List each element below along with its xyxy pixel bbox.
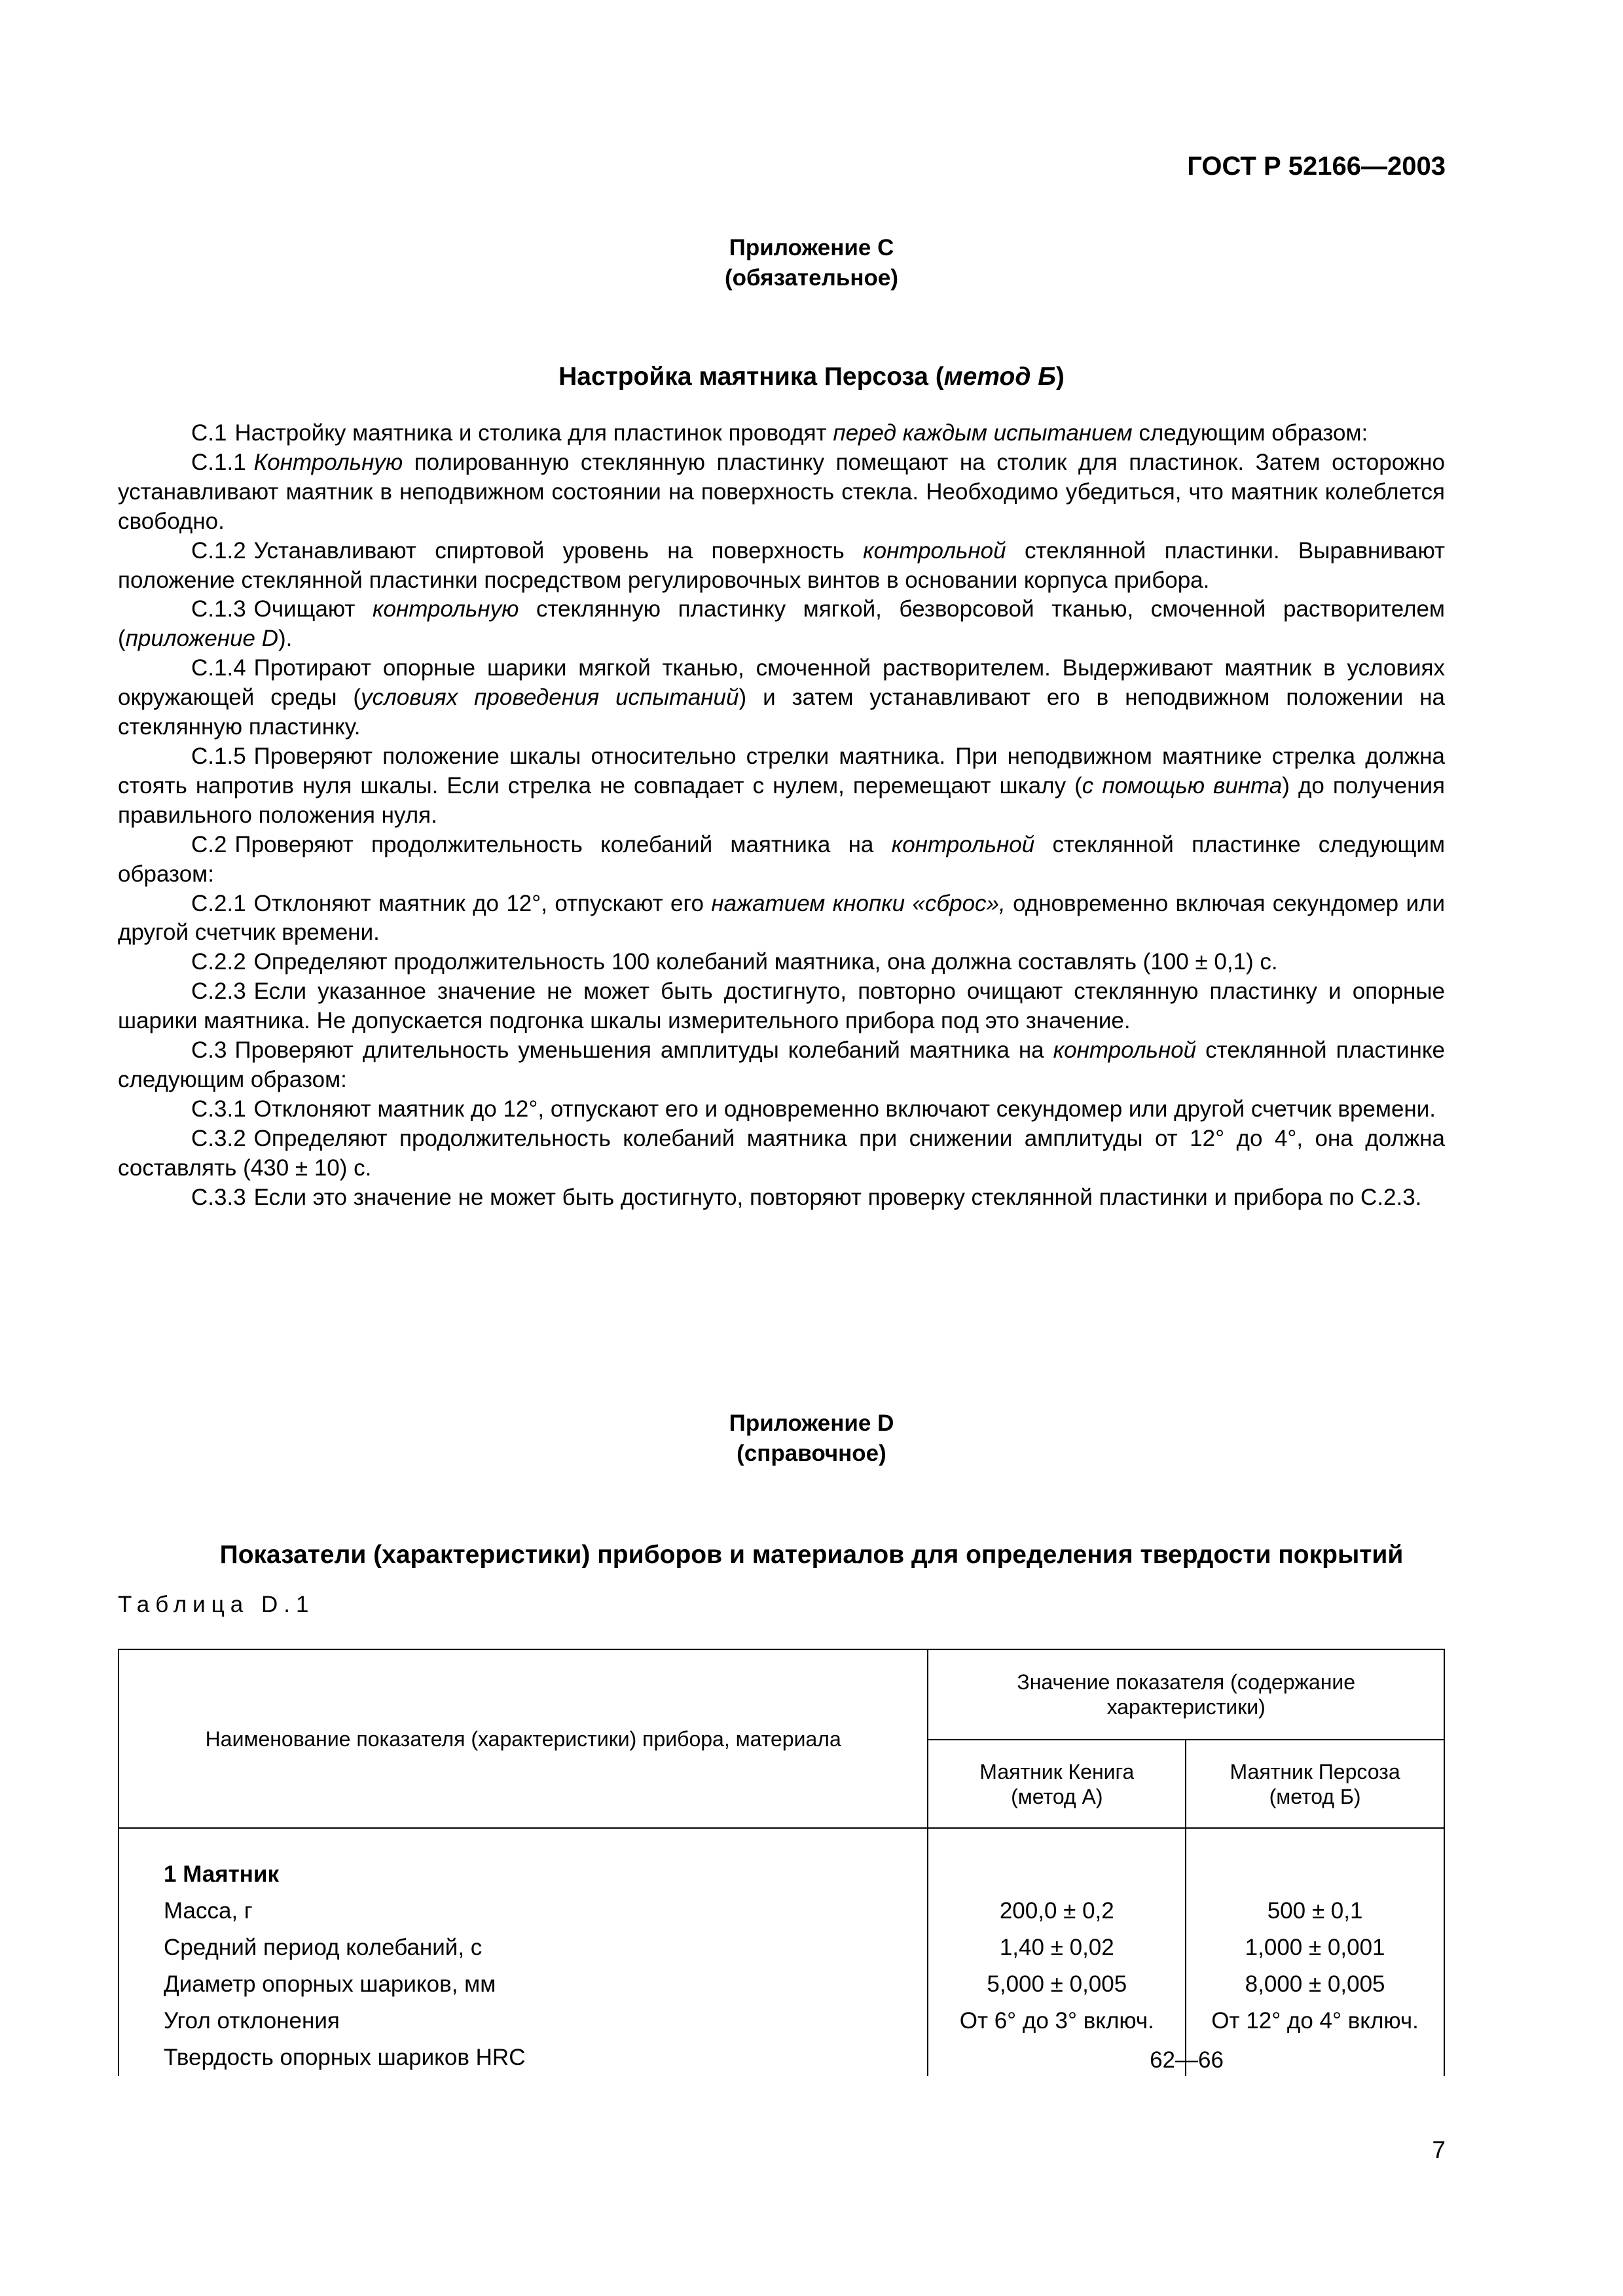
paragraph <box>118 1124 1445 1183</box>
clause-number: С.3.3 <box>191 1184 246 1210</box>
paragraph <box>118 654 1445 742</box>
clause-number: С.1.2 <box>191 537 246 564</box>
emphasis-text: контрольной <box>1053 1037 1197 1064</box>
paragraph-text: Если это значение не может быть достигнуто, повторяют проверку стеклянной пластинки и прибора по С.2.3. <box>253 1184 1422 1210</box>
standard-designation: ГОСТ Р 52166—2003 <box>1187 152 1446 181</box>
paragraph <box>118 448 1445 537</box>
paragraph <box>118 1095 1445 1124</box>
annex-c-body <box>118 419 1445 1212</box>
annex-c-title-suffix: ) <box>1055 363 1065 391</box>
table-row-name: Диаметр опорных шариков, мм <box>164 1971 496 1997</box>
emphasis-text: контрольной <box>891 831 1035 857</box>
annex-d-title: Показатели (характеристики) приборов и материалов для определения твердости покрытий <box>219 1541 1404 1569</box>
page-number: 7 <box>1432 2136 1446 2163</box>
paragraph-text: Проверяют продолжительность колебаний маятника на <box>234 831 892 857</box>
table-body-method-a <box>928 1828 1186 2076</box>
paragraph <box>118 977 1445 1036</box>
paragraph-text: Устанавливают спиртовой уровень на поверхность <box>253 537 864 564</box>
emphasis-text: Контрольную <box>253 449 403 475</box>
paragraph-text: одновременно включая секундомер или другой счетчик времени. <box>118 890 1445 946</box>
annex-d-label: Приложение D <box>729 1410 894 1436</box>
paragraph-text: Настройку маятника и столика для пластинок проводят <box>234 420 833 446</box>
clause-number: С.2.2 <box>191 949 246 975</box>
paragraph <box>118 595 1445 654</box>
clause-number: С.1.5 <box>191 743 246 769</box>
clause-number: С.2 <box>191 831 227 857</box>
annex-c-title-prefix: Настройка маятника Персоза ( <box>558 363 944 391</box>
emphasis-text: нажатием кнопки «сброс», <box>711 890 1006 916</box>
emphasis-text: перед каждым испытанием <box>833 420 1133 446</box>
emphasis-text: контрольную <box>373 596 519 622</box>
paragraph-text: Определяют продолжительность колебаний маятника при снижении амплитуды от 12° до 4°, она должна составлять (430 ± 10) с. <box>118 1125 1445 1181</box>
clause-number: С.2.1 <box>191 890 246 916</box>
table-cell-method-a: 5,000 ± 0,005 <box>987 1971 1127 1997</box>
table-body-names <box>119 1828 928 2076</box>
paragraph-text: полированную стеклянную пластинку помещают на столик для пластинок. Затем осторожно устанавливают маятник в неподвижном состоянии на поверхность стекла. Необходимо убедиться, что маятник колеблется свободно. <box>118 449 1445 534</box>
annex-c-title-italic: метод Б <box>943 363 1056 391</box>
table-cell-method-b: От 12° до 4° включ. <box>1211 2008 1419 2034</box>
paragraph-text: ) до получения правильного положения нуля. <box>118 772 1445 828</box>
method-a-values <box>928 1893 1185 2039</box>
paragraph-text: Отклоняют маятник до 12°, отпускают его <box>253 890 712 916</box>
annex-d-status: (справочное) <box>737 1441 886 1466</box>
paragraph <box>118 889 1445 948</box>
clause-number: С.1.4 <box>191 655 246 681</box>
emphasis-text: приложение D <box>125 626 279 652</box>
paragraph <box>118 831 1445 889</box>
clause-number: С.1.3 <box>191 596 246 622</box>
emphasis-text: с помощью винта <box>1082 772 1283 798</box>
table-cell-method-a: 1,40 ± 0,02 <box>999 1935 1114 1960</box>
table-cell-method-b: 500 ± 0,1 <box>1267 1898 1363 1924</box>
paragraph-text: стеклянной пластинке следующим образом: <box>118 1037 1445 1092</box>
paragraph-text: Очищают <box>253 596 373 622</box>
paragraph <box>118 1183 1445 1213</box>
table-caption: Таблица D.1 <box>118 1592 315 1617</box>
table-cell-method-a: От 6° до 3° включ. <box>959 2008 1154 2034</box>
paragraph-text: Отклоняют маятник до 12°, отпускают его и одновременно включают секундомер или другой счетчик времени. <box>253 1096 1436 1122</box>
paragraph-text: ). <box>278 626 293 652</box>
paragraph-text: Проверяют длительность уменьшения амплитуды колебаний маятника на <box>234 1037 1053 1064</box>
paragraph-text: Протирают опорные шарики мягкой тканью, смоченной растворителем. Выдерживают маятник в условиях окружающей среды ( <box>118 655 1445 711</box>
section-heading: 1 Маятник <box>164 1861 279 1887</box>
paragraph <box>118 537 1445 596</box>
clause-number: С.1 <box>191 420 227 446</box>
table-cell-method-b: 1,000 ± 0,001 <box>1245 1935 1385 1960</box>
table-body-method-b <box>1186 1828 1444 2076</box>
paragraph-text: стеклянной пластинке следующим образом: <box>118 831 1446 887</box>
clause-number: С.1.1 <box>191 449 246 475</box>
annex-c-heading <box>0 233 1623 293</box>
clause-number: С.2.3 <box>191 978 246 1005</box>
paragraph-text: стеклянной пластинки. Выравнивают положение стеклянной пластинки посредством регулировочных винтов в основании корпуса прибора. <box>118 537 1445 593</box>
header-name-cell: Наименование показателя (характеристики) прибора, материала <box>119 1649 928 1828</box>
emphasis-text: условиях проведения испытаний <box>361 685 739 711</box>
header-value-cell: Значение показателя (содержание характеристики) <box>928 1649 1444 1740</box>
paragraph-text: Если указанное значение не может быть достигнуто, повторно очищают стеклянную пластинку и опорные шарики маятника. Не допускается подгонка шкалы измерительного прибора под это значение. <box>118 978 1445 1034</box>
paragraph <box>118 419 1445 448</box>
merged-value-cell: 62—66 <box>1150 2047 1224 2073</box>
table-row-name: Средний период колебаний, с <box>164 1935 483 1960</box>
annex-c-title <box>0 363 1623 391</box>
table-cell-method-a: 200,0 ± 0,2 <box>999 1898 1114 1924</box>
paragraph-text: Проверяют положение шкалы относительно стрелки маятника. При неподвижном маятнике стрелка должна стоять напротив нуля шкалы. Если стрелка не совпадает с нулем, перемещают шкалу ( <box>118 743 1445 798</box>
table-row-name: Масса, г <box>164 1898 253 1924</box>
names-list <box>119 1893 927 2039</box>
paragraph-text: следующим образом: <box>1132 420 1368 446</box>
clause-number: С.3.1 <box>191 1096 246 1122</box>
paragraph-text: ) и затем устанавливают его в неподвижном положении на стеклянную пластинку. <box>118 685 1446 740</box>
paragraph <box>118 1036 1445 1095</box>
method-b-values <box>1186 1893 1444 2039</box>
table-row-name: Твердость опорных шариков HRC <box>164 2045 526 2070</box>
clause-number: С.3 <box>191 1037 227 1064</box>
emphasis-text: контрольной <box>863 537 1006 564</box>
paragraph-text: стеклянную пластинку мягкой, безворсовой тканью, смоченной растворителем ( <box>118 596 1445 652</box>
clause-number: С.3.2 <box>191 1125 246 1151</box>
annex-c-label: Приложение C <box>729 235 894 260</box>
table-cell-method-b: 8,000 ± 0,005 <box>1245 1971 1385 1997</box>
table-d1 <box>118 1649 1445 2076</box>
table-row-name: Угол отклонения <box>164 2008 340 2034</box>
annex-c-status: (обязательное) <box>724 265 898 291</box>
paragraph-text: Определяют продолжительность 100 колебаний маятника, она должна составлять (100 ± 0,1) с. <box>253 949 1278 975</box>
paragraph <box>118 742 1445 831</box>
header-method-b: Маятник Персоза (метод Б) <box>1186 1740 1444 1828</box>
paragraph <box>118 948 1445 977</box>
header-method-a: Маятник Кенига (метод А) <box>928 1740 1186 1828</box>
annex-d-heading <box>0 1408 1623 1469</box>
